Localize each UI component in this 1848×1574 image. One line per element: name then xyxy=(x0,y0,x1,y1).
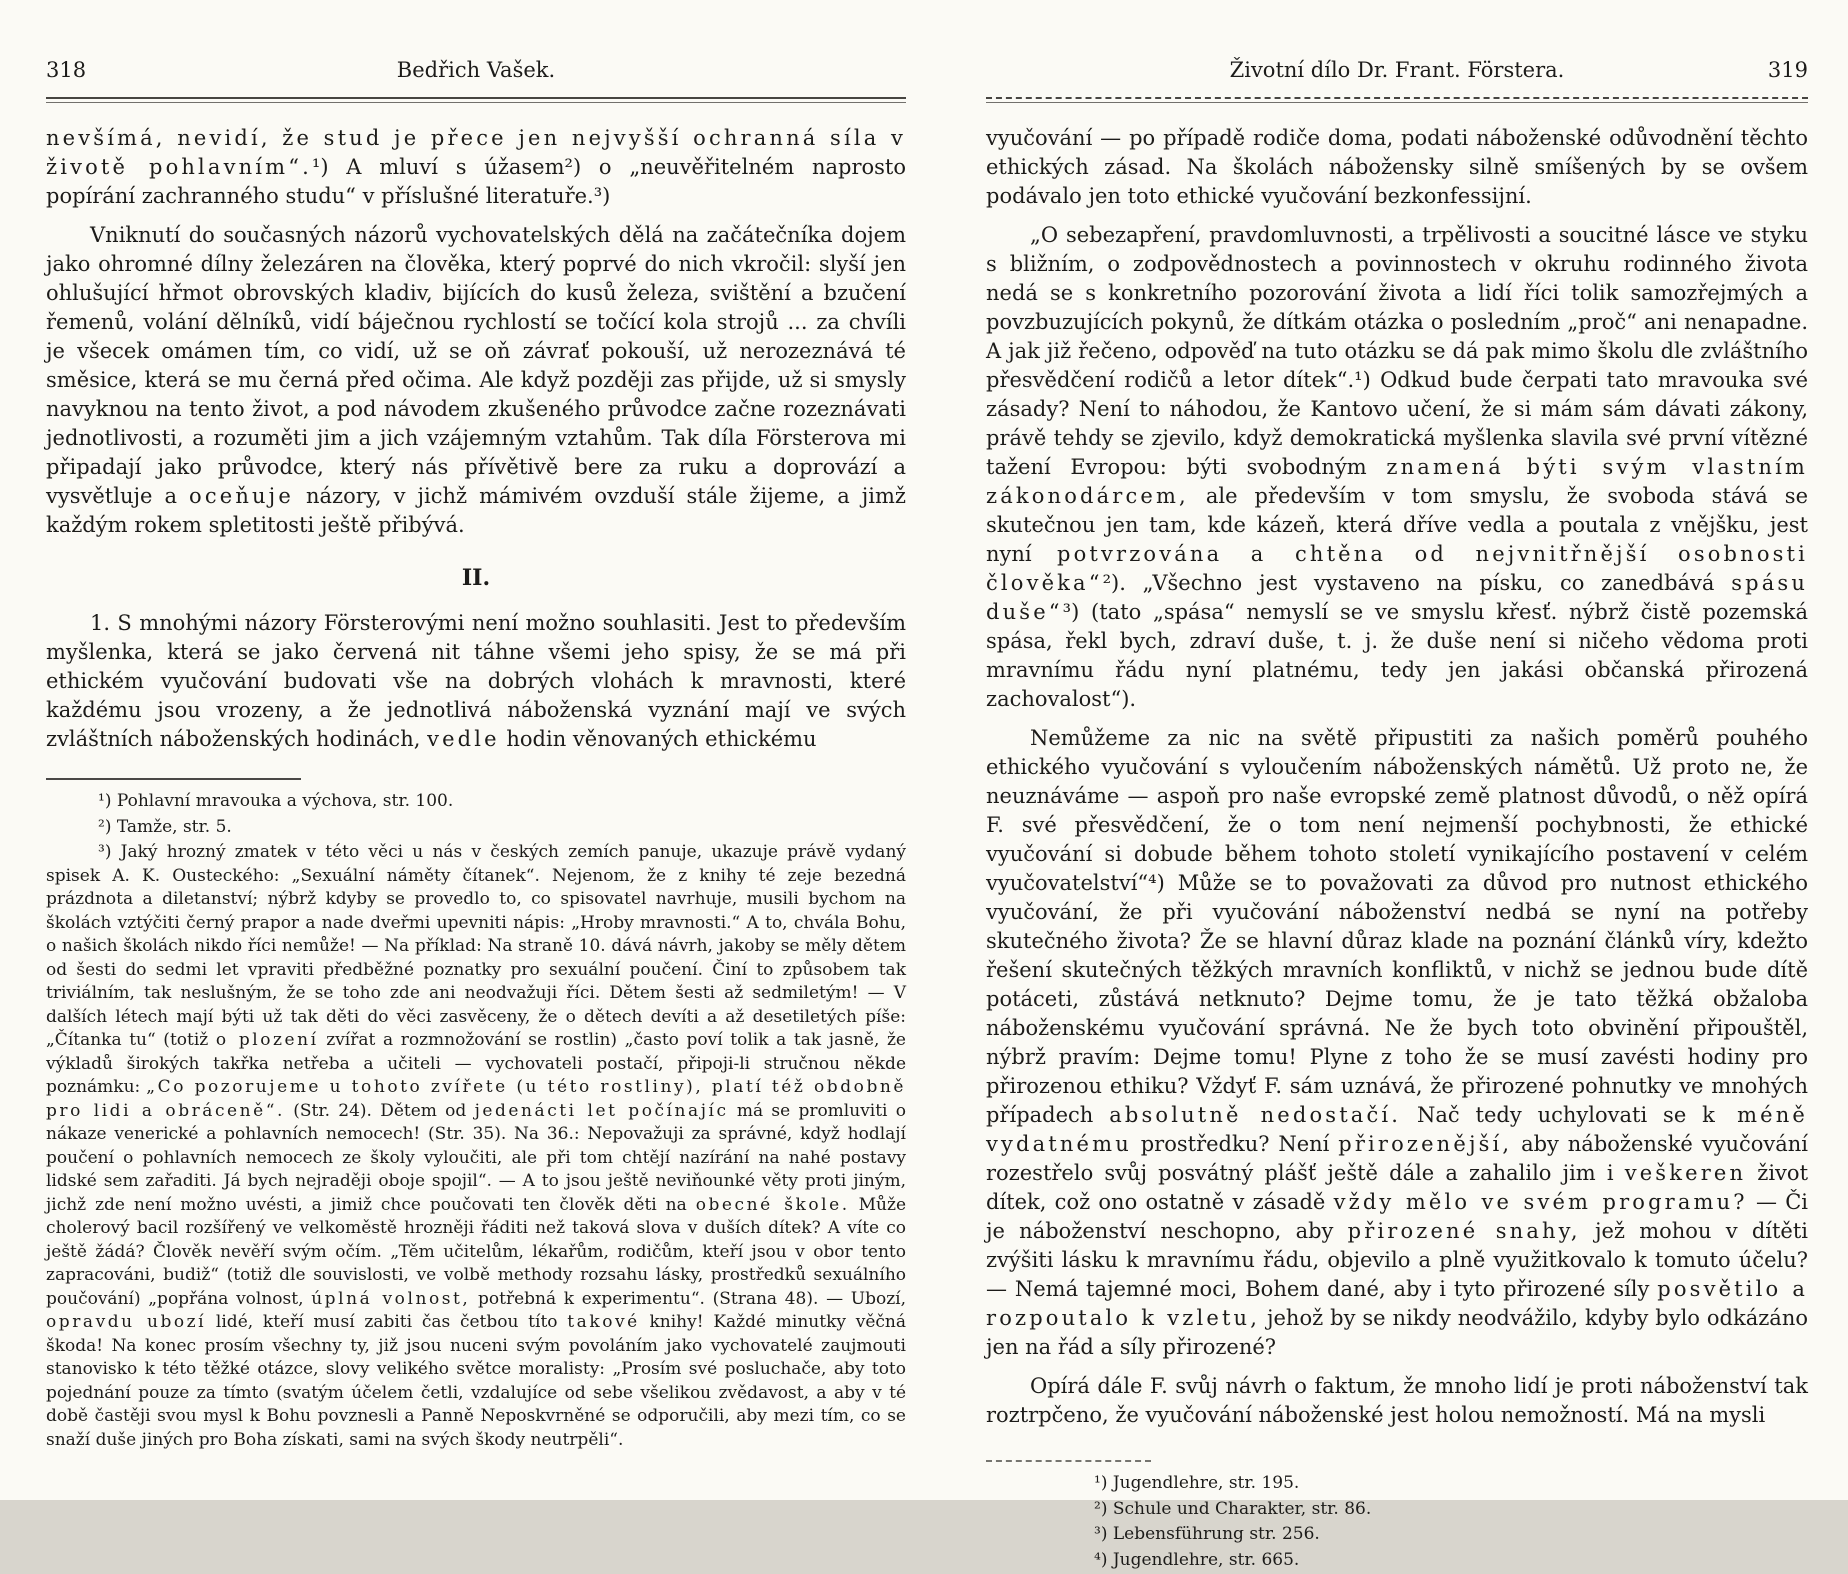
right-footnotes xyxy=(986,1472,1808,1572)
paragraph: 1. S mnohými názory Försterovými není možno souhlasiti. Jest to především myšlenka, která se jako červená nit táhne všemi jeho spisy, že se má při ethickém vyučování budovati vše na dobrých vlohách k mravnosti, které každému jsou vrozeny, a že jednotlivá náboženská vyznání mají ve svých zvláštních náboženských hodinách, vedle hodin věnovaných ethickému xyxy=(46,611,906,751)
footnote-separator xyxy=(46,778,301,780)
left-page xyxy=(46,58,906,1454)
left-page-number: 318 xyxy=(46,58,87,82)
right-header-rule xyxy=(986,97,1808,103)
right-page xyxy=(986,58,1808,1574)
footnote: ⁴) Jugendlehre, str. 665. xyxy=(1094,1549,1300,1570)
paragraph: „O sebezapření, pravdomluvnosti, a trpělivosti a soucitné lásce ve styku s bližním, o zodpovědnostech a povinnostech v okruhu rodinného života nedá se s konkretního pozorování života a lidí říci tolik samozřejmých a povzbuzujících pokynů, že dítkám otázka o posledním „proč“ ani nenapadne. A jak již řečeno, odpověď na tuto otázku se dá pak mimo školu dle zvláštního přesvědčení rodičů a letor dítek“.¹) Odkud bude čerpati tato mravouka své zásady? Není to náhodou, že Kantovo učení, že si mám sám dávati zákony, právě tehdy se zjevilo, když demokratická myšlenka slavila své první vítězné tažení Evropou: býti svobodným znamená býti svým vlastním zákonodárcem, ale především v tom smyslu, že svoboda stává se skutečnou jen tam, kde kázeň, která dříve vedla a poutala z vnějšku, jest nyní potvrzována a chtěna od nejvnitřnější osobnosti člověka“²). „Všechno jest vystaveno na písku, co zanedbává spásu duše“³) (tato „spása“ nemyslí se ve smyslu křesť. nýbrž čistě pozemská spása, řekl bych, zdraví duše, t. j. že duše není si ničeho vědoma proti mravnímu řádu nyní platnému, tedy jen jakási občanská přirozená zachovalost“). xyxy=(986,223,1809,711)
footnote-separator xyxy=(986,1460,1151,1462)
right-running-title: Životní dílo Dr. Frant. Förstera. xyxy=(1229,58,1565,82)
right-page-number: 319 xyxy=(1767,58,1808,82)
right-page-body xyxy=(986,124,1808,1430)
left-header-rule xyxy=(46,97,906,103)
left-page-body xyxy=(46,124,906,754)
left-page-header xyxy=(46,58,906,90)
right-page-header xyxy=(986,58,1808,90)
section-heading: II. xyxy=(461,565,491,591)
footnote: ³) Lebensführung str. 256. xyxy=(1094,1524,1320,1544)
footnote: ¹) Pohlavní mravouka a výchova, str. 100. xyxy=(98,791,454,811)
footnote: ²) Tamže, str. 5. xyxy=(98,816,232,837)
footnote: ²) Schule und Charakter, str. 86. xyxy=(1094,1498,1372,1519)
paragraph: Nemůžeme za nic na světě připustiti za našich poměrů pouhého ethického vyučování s vyloučením náboženských námětů. Už proto ne, že neuznáváme — aspoň pro naše evropské země platnost důvodů, o něž opírá F. své přesvědčení, že o tom není nejmenší pochybnosti, že ethické vyučování si dobude během tohoto století vynikajícího postavení v celém vyučovatelství“⁴) Může se to považovati za důvod pro nutnost ethického vyučování, že při vyučování náboženství nedbá se nyní na potřeby skutečného života? Že se hlavní důraz klade na poznání článků víry, kdežto řešení skutečných těžkých mravních konfliktů, v nichž se jednou bude dítě potáceti, zůstává netknuto? Dejme tomu, že je tato těžká obžaloba náboženskému vyučování správná. Ne že bych toto obvinění připouštěl, nýbrž pravím: Dejme tomu! Plyne z toho že se musí zavésti hodiny pro přirozenou ethiku? Vždyť F. sám uznává, že přirozené pohnutky ve mnohých případech absolutně nedostačí. Nač tedy uchylovati se k méně vydatnému prostředku? Není přirozenější, aby náboženské vyučování rozestřelo svůj posvátný plášť ještě dále a zahalilo jim i veškeren život dítek, což ono ostatně v zásadě vždy mělo ve svém programu? — Či je náboženství neschopno, aby přirozené snahy, jež mohou v dítěti zvýšiti lásku k mravnímu řádu, objevilo a plně využitkovalo k tomuto účelu? — Nemá tajemné moci, Bohem dané, aby i tyto přirozené síly posvětilo a rozpoutalo k vzletu, jehož by se nikdy neodvážilo, kdyby bylo odkázáno jen na řád a síly přirozené? xyxy=(986,726,1809,1359)
footnote: ³) Jaký hrozný zmatek v této věci u nás v českých zemích panuje, ukazuje právě vydaný spisek A. K. Ousteckého: „Sexuální náměty čítanek“. Nejenom, že z knihy té zeje bezedná prázdnota a diletanství; nýbrž kdyby se provedlo to, co spisovatel navrhuje, musili bychom na školách vztýčiti černý prapor a nade dveřmi upevniti nápis: „Hroby mravnosti.“ A to, chvála Bohu, o našich školách nikdo říci nemůže! — Na příklad: Na straně 10. dává návrh, jakoby se měly dětem od šesti do sedmi let vpraviti předběžné poznatky pro sexuální poučení. Činí to způsobem tak triviálním, tak neslušným, že se toho zde ani neodvažuji říci. Dětem šesti až sedmiletým! — V dalších létech mají býti už tak děti do věci zasvěceny, že o dětech devíti a až desetiletých píše: „Čítanka tu“ (totiž o plození zvířat a rozmnožování se rostlin) „často poví tolik a tak jasně, že výkladů širokých takřka netřeba a učiteli — vychovateli postačí, připoji-li stručnou někde poznámku: „Co pozorujeme u tohoto zvířete (u této rostliny), platí též obdobně pro lidi a obráceně“. (Str. 24). Dětem od jedenácti let počínajíc má se promluviti o nákaze venerické a pohlavních nemocech! (Str. 35). Na 36.: Nepovažuji za správné, když hodlají poučení o pohlavních nemocech ze školy vyloučiti, ale při tom chtějí nazírání na nahé postavy lidské sem zařaditi. Já bych nejraději oboje spojil“. — A to jsou ještě neviňounké věty proti jiným, jichž zde není možno uvésti, a jimiž chce poučovati ten člověk děti na obecné škole. Může cholerový bacil rozšířený ve velkoměstě hrozněji řáditi než taková slova v duších dítek? A víte co ještě žádá? Člověk nevěří svým očím. „Těm učitelům, lékařům, rodičům, kteří jsou v obor tento zapracováni, budiž“ (totiž dle souvislosti, ve volbě methody rozsahu lásky, prostředků sexuálního poučování) „popřána volnost, úplná volnost, potřebná k experimentu“. (Strana 48). — Ubozí, opravdu ubozí lidé, kteří musí zabiti čas četbou títo takové knihy! Každé minutky věčná škoda! Na konec prosím všechny ty, již jsou nuceni svým povoláním jako vychovatelé zaujmouti stanovisko k této těžké otázce, slovy velikého světce moralisty: „Prosím své posluchače, aby toto pojednání pouze za tímto (svatým účelem četli, vzdalujíce od sebe všelikou zvědavost, a aby v té době častěji svou mysl k Bohu povznesli a Panně Neposkvrněné se odporučili, aby mezi tím, co se snaží duše jiných pro Boha získati, sami na svých škody neutrpěli“. xyxy=(46,842,907,1450)
paragraph: Vniknutí do současných názorů vychovatelských dělá na začátečníka dojem jako ohromné dílny železáren na člověka, který poprvé do nich vkročil: slyší jen ohlušující hřmot obrovských kladiv, bijících do kusů železa, svištění a bzučení řemenů, volání dělníků, vidí báječnou rychlostí se točící kola strojů ... za chvíli je všecek omámen tím, co vidí, už se oň závrať pokouší, už nerozeznává té směsice, která se mu černá před očima. Ale když později zas přijde, už si smysly navyknou na tento život, a pod návodem zkušeného průvodce začne rozeznávati jednotlivosti, a rozuměti jim a jich vzájemným vztahům. Tak díla Försterova mi připadají jako průvodce, který nás přívětivě bere za ruku a doprovází a vysvětluje a oceňuje názory, v jichž mámivém ovzduší stále žijeme, a jimž každým rokem spletitosti ještě přibývá. xyxy=(46,223,906,537)
left-footnotes xyxy=(46,790,906,1452)
footnote: ¹) Jugendlehre, str. 195. xyxy=(1094,1473,1300,1493)
left-running-title: Bedřich Vašek. xyxy=(396,58,556,82)
paragraph-continuation: nevšímá, nevidí, že stud je přece jen nejvyšší ochranná síla v životě pohlavním“.¹) A mluví s úžasem²) o „neuvěřitelném naprosto popírání zachranného studu“ v příslušné literatuře.³) xyxy=(46,126,906,208)
paragraph-continuation: vyučování — po případě rodiče doma, podati náboženské odůvodnění těchto ethických zásad. Na školách nábožensky silně smíšených by se ovšem podávalo jen toto ethické vyučování bezkonfessijní. xyxy=(986,126,1808,208)
paragraph: Opírá dále F. svůj návrh o faktum, že mnoho lidí je proti náboženství tak roztrpčeno, že vyučování náboženské jest holou nemožností. Má na mysli xyxy=(986,1374,1808,1427)
